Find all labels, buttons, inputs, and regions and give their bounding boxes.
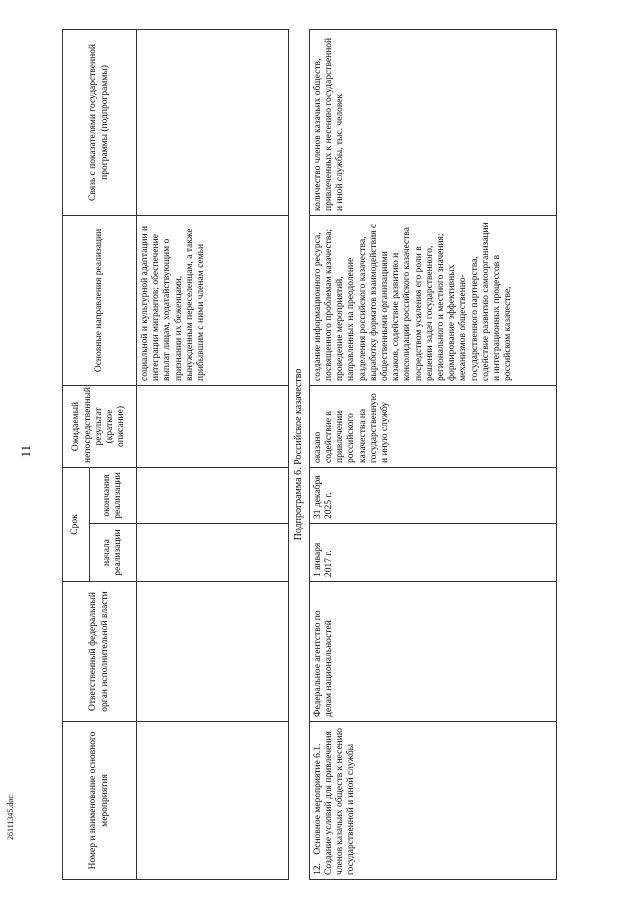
row-number: 12. [312,863,323,875]
subprogram-title: Подпрограмма 6. Российское казачество [289,29,310,879]
cell-indicator: количество членов казачьих обществ, привлеченных к несению государственной и иной службы, тыс. человек [309,29,556,215]
cell-directions: создание информационного ресурса, посвященного проблемам казачества; проведение мероприятий, направленных на преодоление разделения российского казачества, выработку форматов взаимодействия с общественными организациями казаков, содействие развитию и консолидации российского казачества посредством усиления его роли в решении задач государственного, регионального и местного значения; формирование эффективных механизмов общественно-государственного партнерства, содействие развитию самоорганизации и интеграционных процессов в российском казачестве, [309,215,556,385]
header-col-agency: Ответственный федеральный орган исполнительной власти [63,582,137,722]
cell-empty [137,582,289,722]
cell-directions-continued: социальной и культурной адаптации и интеграции мигрантов; обеспечение выплат лицам, ходатайствующим о признании их беженцами, вынужденным переселенцам, а также прибывшим с ними членам семьи [137,215,289,385]
page-number: 11 [18,445,33,458]
header-col-start: начала реализации [90,524,137,582]
header-col-end: окончания реализации [90,467,137,523]
row-name: Основное мероприятие 6.1. Создание условий для привлечения членов казачьих обществ к несению государственной и иной службы [312,728,357,875]
table-row-continuation [137,29,289,879]
header-col-directions: Основные направления реализации [63,215,137,385]
cell-end: 31 декабря 2025 г. [309,467,556,523]
header-col-indicator: Связь с показателями государственной программы (подпрограммы) [63,29,137,215]
header-col-result: Ожидаемый непосредственный результат (краткое описание) [63,385,137,467]
header-col-name: Номер и наименование основного мероприятия [63,722,137,880]
cell-empty [137,722,289,880]
cell-name [309,722,556,880]
subprogram-row [289,29,310,879]
program-table [62,29,557,880]
cell-empty [137,467,289,523]
cell-empty [137,524,289,582]
document-filename: 26111345.doc [6,795,15,840]
cell-empty [137,29,289,215]
cell-agency: Федеральное агентство по делам национальностей [309,582,556,722]
header-term: Срок [63,467,90,581]
cell-start: 1 января 2017 г. [309,524,556,582]
cell-result: оказано содействие в привлечении российского казачества на государственную и иную службу [309,385,556,467]
rotated-table-sheet [62,30,622,880]
cell-empty [137,385,289,467]
table-row [309,29,556,879]
